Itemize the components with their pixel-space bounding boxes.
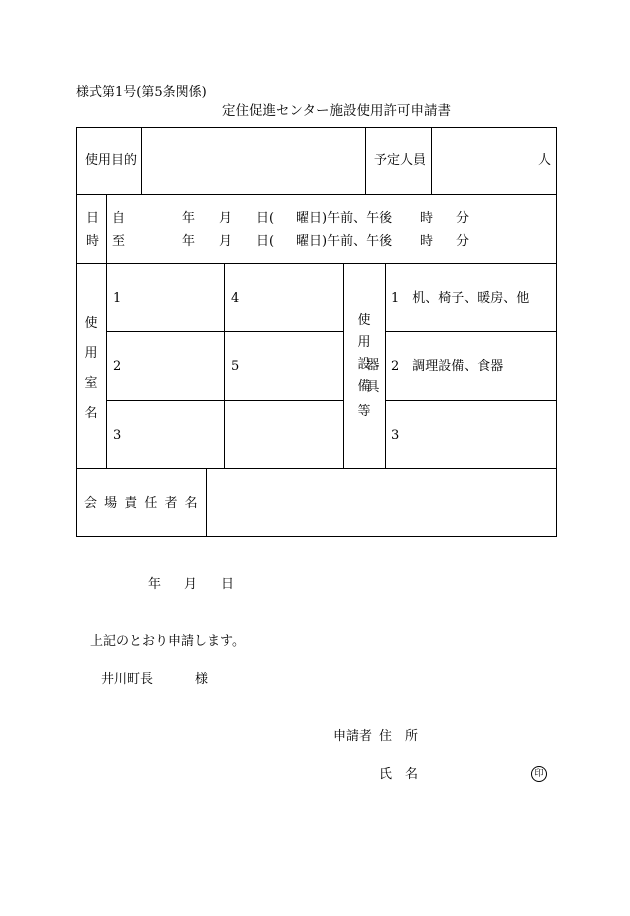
- minute-label: 分: [456, 234, 470, 249]
- weekday-ampm-label: 曜日)午前、午後: [296, 211, 393, 226]
- date-day-label: 日: [221, 577, 235, 592]
- room-slot-5[interactable]: 5: [231, 359, 240, 374]
- equipment-item-1[interactable]: 1 机、椅子、暖房、他: [391, 291, 530, 306]
- applicant-address-label: 住 所: [379, 729, 419, 744]
- from-label: 自: [112, 211, 126, 226]
- addressee-name: 井川町長: [101, 672, 154, 687]
- page-title: 定住促進センター施設使用許可申請書: [222, 103, 451, 119]
- venue-manager-field[interactable]: [207, 469, 556, 536]
- purpose-field[interactable]: [142, 128, 364, 193]
- year-label: 年: [182, 211, 196, 226]
- room-slot-1[interactable]: 1: [113, 291, 122, 306]
- venue-manager-label: 会 場 責 任 者 名: [84, 496, 198, 511]
- hour-label: 時: [420, 211, 434, 226]
- purpose-label: 使用目的: [85, 153, 138, 168]
- year-label: 年: [182, 234, 196, 249]
- addressee-honorific: 様: [195, 672, 209, 687]
- form-number-label: 様式第1号(第5条関係): [76, 85, 207, 100]
- month-label: 月: [219, 234, 233, 249]
- hour-label: 時: [420, 234, 434, 249]
- datetime-label-1: 日: [86, 211, 100, 226]
- weekday-ampm-label: 曜日)午前、午後: [296, 234, 393, 249]
- room-name-label: 使 用 室 名: [84, 316, 98, 421]
- room-slot-3[interactable]: 3: [113, 428, 122, 443]
- declaration-text: 上記のとおり申請します。: [90, 634, 245, 649]
- seal-mark: 印: [531, 766, 547, 782]
- to-label: 至: [112, 234, 126, 249]
- room-slot-2[interactable]: 2: [113, 359, 122, 374]
- equipment-item-2[interactable]: 2 調理設備、食器: [391, 359, 504, 374]
- equipment-item-3[interactable]: 3: [391, 428, 400, 443]
- date-month-label: 月: [184, 577, 198, 592]
- room-slot-4[interactable]: 4: [231, 291, 240, 306]
- date-year-label: 年: [148, 577, 162, 592]
- datetime-label-2: 時: [86, 234, 100, 249]
- applicant-name-label: 氏 名: [379, 767, 419, 782]
- minute-label: 分: [456, 211, 470, 226]
- month-label: 月: [219, 211, 233, 226]
- day-label: 日(: [256, 234, 275, 249]
- room-slot-6[interactable]: [225, 401, 342, 467]
- applicant-label: 申請者: [333, 729, 373, 744]
- day-label: 日(: [256, 211, 275, 226]
- expected-people-label: 予定人員: [374, 153, 427, 168]
- people-unit: 人: [538, 153, 552, 168]
